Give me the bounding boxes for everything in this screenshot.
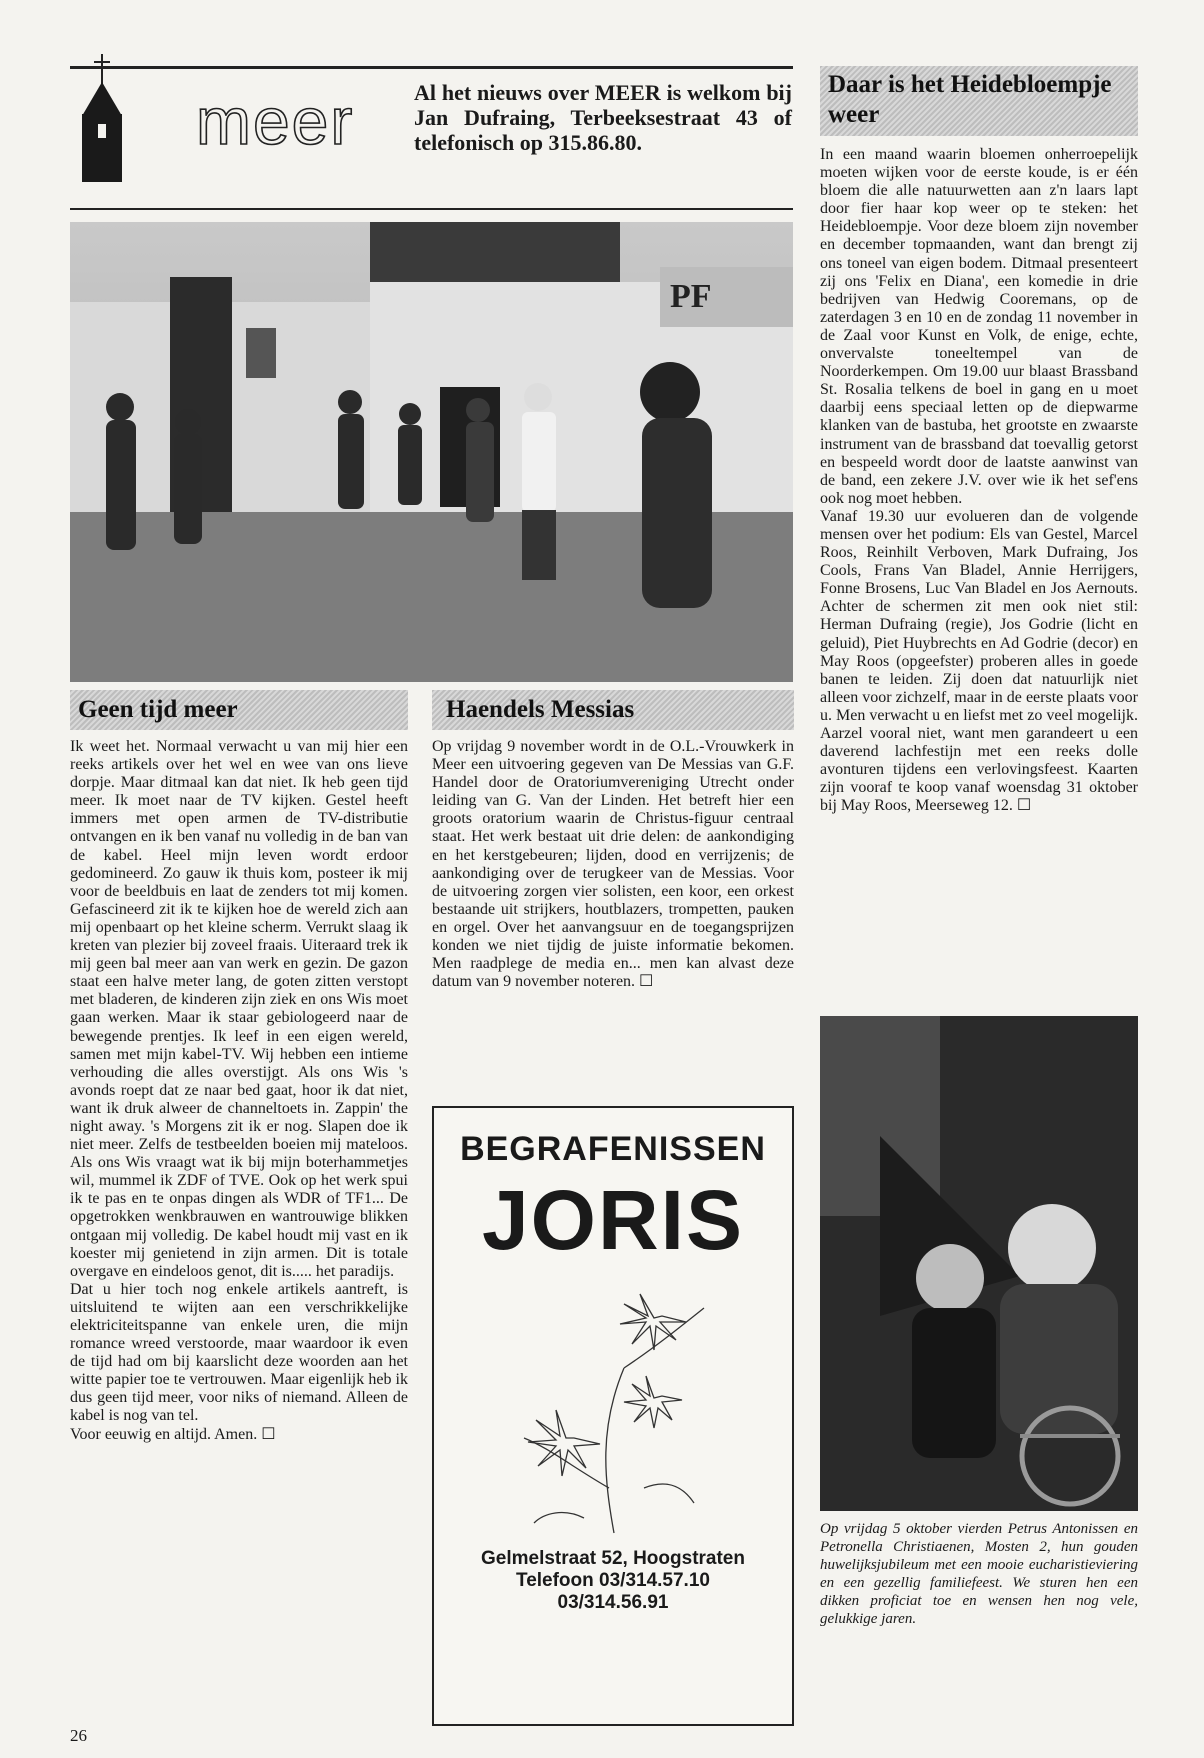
article-paragraph: Ik weet het. Normaal verwacht u van mij hier een reeks artikels over het wel en wee van ons lieve dorpje. Maar ditmaal kan dat niet. Ik heb geen tijd meer. Ik moet naar de TV kijken. Gestel heeft immers met open armen de TV-distributie ontvangen en ik ben vanaf nu volledig in de ban van de kabel. Heel mijn leven wordt erdoor gedomineerd. Zo gauw ik thuis kom, posteer ik mij voor de beeldbuis en laat de zenders tot mij komen. Gefascineerd zit ik te kijken hoe de wereld zich aan mij openbaart op het kleine scherm. Verrukt slaag ik kreten van plezier bij zoveel fraais. Uiteraard trek ik mij geen bal meer aan van werk en gezin. De gazon staat een halve meter lang, de goten zitten verstopt met bladeren, de kinderen zijn ziek en ons Wis moet gaan werken. Maar ik staar gebiologeerd naar de bewegende prentjes. Ik leef in een eigen wereld, samen met mijn kabel-TV. Wij hebben een intieme verhouding die alles overstijgt. Als ons Wis 's avonds roept dat ze naar bed gaat, hoor ik dat niet, want ik druk alweer de channeltoets in. Zappin' the night away. 's Morgens zit ik er nog. Slapen doe ik niet meer. Zelfs de testbeelden boeien mij mateloos. Als ons Wis vraagt wat ik bij mijn boterhammetjes wil, mummel ik ZDF of TVE. Ook op het werk spui ik te pas en te onpas dingen als WDR of TF1... De opgetrokken wenkbrauwen en wantrouwige blikken ontgaan mij volledig. De kabel houdt mij vast en ik koester mij genietend in zijn armen. Dit is totale overgave en eindeloos genot, dit is..... het paradijs.: [70, 738, 408, 1280]
church-tower-icon: [72, 52, 132, 182]
contact-intro: Al het nieuws over MEER is welkom bij Jan Dufraing, Terbeeksestraat 43 of telefonisch op 315.86.80.: [414, 80, 792, 155]
photo-street-gathering: [70, 222, 793, 682]
headline-haendels-messias: Haendels Messias: [432, 690, 794, 730]
ad-phone: 03/314.56.91: [557, 1592, 669, 1613]
article-paragraph: Vanaf 19.30 uur evolueren dan de volgende mensen over het podium: Els van Gestel, Marcel Roos, Reinhilt Verboven, Mark Dufraing, Jos Cools, Frans Van Bladel, Annie Herrijgers, Fonne Brosens, Luc Van Bladel en Jos Aernouts. Achter de schermen zit men ook niet stil: Herman Dufraing (regie), Jos Godrie (licht en geluid), Piet Huybrechts en Ad Godrie (decor) en May Roos (opgeefster) proberen alles in goede banen te leiden. Zij doen dat natuurlijk niet alleen voor zichzelf, maar in de eerste plaats voor u. Men verwacht u en liefst met zo veel mogelijk. Aarzel vooral niet, want men garandeert u een daverend lachfestijn met een reeks dolle avonturen tijdens een verlovingsfeest. Kaarten zijn vooraf te koop vanaf woensdag 31 oktober bij May Roos, Meerseweg 12. ☐: [820, 507, 1138, 815]
article-paragraph: Voor eeuwig en altijd. Amen. ☐: [70, 1425, 276, 1443]
ad-phone: Telefoon 03/314.57.10: [516, 1570, 710, 1591]
photo-golden-jubilee-couple: [820, 1016, 1138, 1511]
masthead-rule: [70, 66, 793, 69]
photo-caption: Op vrijdag 5 oktober vierden Petrus Antonissen en Petronella Christiaenen, Mosten 2, hun gouden huwelijksjubileum met een mooie eucharistieviering en een gezellig familiefeest. We sturen hen een dikken proficiat toe en wensen hen nog vele, gelukkige jaren.: [820, 1521, 1138, 1627]
shop-sign-fragment: PF: [670, 278, 712, 315]
article-haendels-messias: [432, 738, 794, 991]
headline-geen-tijd-meer: Geen tijd meer: [70, 690, 408, 730]
article-paragraph: Op vrijdag 9 november wordt in de O.L.-Vrouwkerk in Meer een uitvoering gegeven van De Messias van G.F. Handel door de Oratoriumvereniging Utrecht onder leiding van G. Van der Linden. Het betreft hier een groots oratorium waarin de Christus-figuur centraal staat. Het werk bestaat uit drie delen: de aankondiging en het kerstgebeuren; lijden, dood en verrijzenis; de aankondiging over de terugkeer van de Messias. Voor de uitvoering zorgen vier solisten, een koor, een orkest bestaande uit strijkers, houtblazers, trompetten, pauken en orgel. Over het aanvangsuur en de toegangsprijzen konden we niet tijdig de juiste informatie bekomen. Men raadplege de media en... men kan alvast deze datum van 9 november noteren. ☐: [432, 738, 794, 991]
article-heidebloempje: [820, 146, 1138, 815]
lily-flower-icon: [504, 1288, 724, 1538]
meer-logo: meer: [196, 84, 355, 158]
page-number: 26: [70, 1726, 87, 1745]
headline-heidebloempje: Daar is het Heidebloempje weer: [820, 66, 1138, 136]
ad-company-name: JORIS: [481, 1173, 745, 1267]
funeral-advertisement: [432, 1106, 794, 1726]
article-paragraph: Dat u hier toch nog enkele artikels aantreft, is uitsluitend te wijten aan een verschrikkelijke elektriciteitspanne van enkele uren, die mijn romance wreed verstoorde, maar waardoor ik even de tijd had om bij kaarslicht deze woorden aan het witte papier toe te vertrouwen. Maar eigenlijk heb ik dus geen tijd meer, voor niks of niemand. Alleen de kabel is nog van tel.: [70, 1280, 408, 1425]
article-geen-tijd-meer: [70, 738, 408, 1444]
ad-heading: BEGRAFENISSEN: [460, 1130, 766, 1168]
ad-address: Gelmelstraat 52, Hoogstraten: [481, 1548, 745, 1569]
ad-contact: [434, 1548, 792, 1614]
article-paragraph: In een maand waarin bloemen onherroepelijk moeten wijken voor de eerste koude, is er één bloem die alle natuurwetten aan z'n laars lapt door fier haar kop weer op te steken: het Heidebloempje. Voor deze bloem zijn november en december topmaanden, want dan brengt zij ons toneel van eigen bodem. Ditmaal presenteert zij ons 'Felix en Diana', een komedie in drie bedrijven van Hedwig Cooremans, op de zaterdagen 3 en 10 en de zondag 11 november in de Zaal voor Kunst en Volk, de enige, echte, onvervalste toneeltempel van de Noorderkempen. Om 19.00 uur blaast Brassband St. Rosalia telkens de boel in gang en u moet daarbij eens speciaal letten op de diepwarme klanken van de bastuba, het grootste en zwaarste instrument van de brassband dat toevallig getorst en bespeeld wordt door de laatste aanwinst van de band, een zekere J.V. over wie ik het sef'ens ook nog moet hebben.: [820, 146, 1138, 507]
section-rule: [70, 208, 793, 210]
